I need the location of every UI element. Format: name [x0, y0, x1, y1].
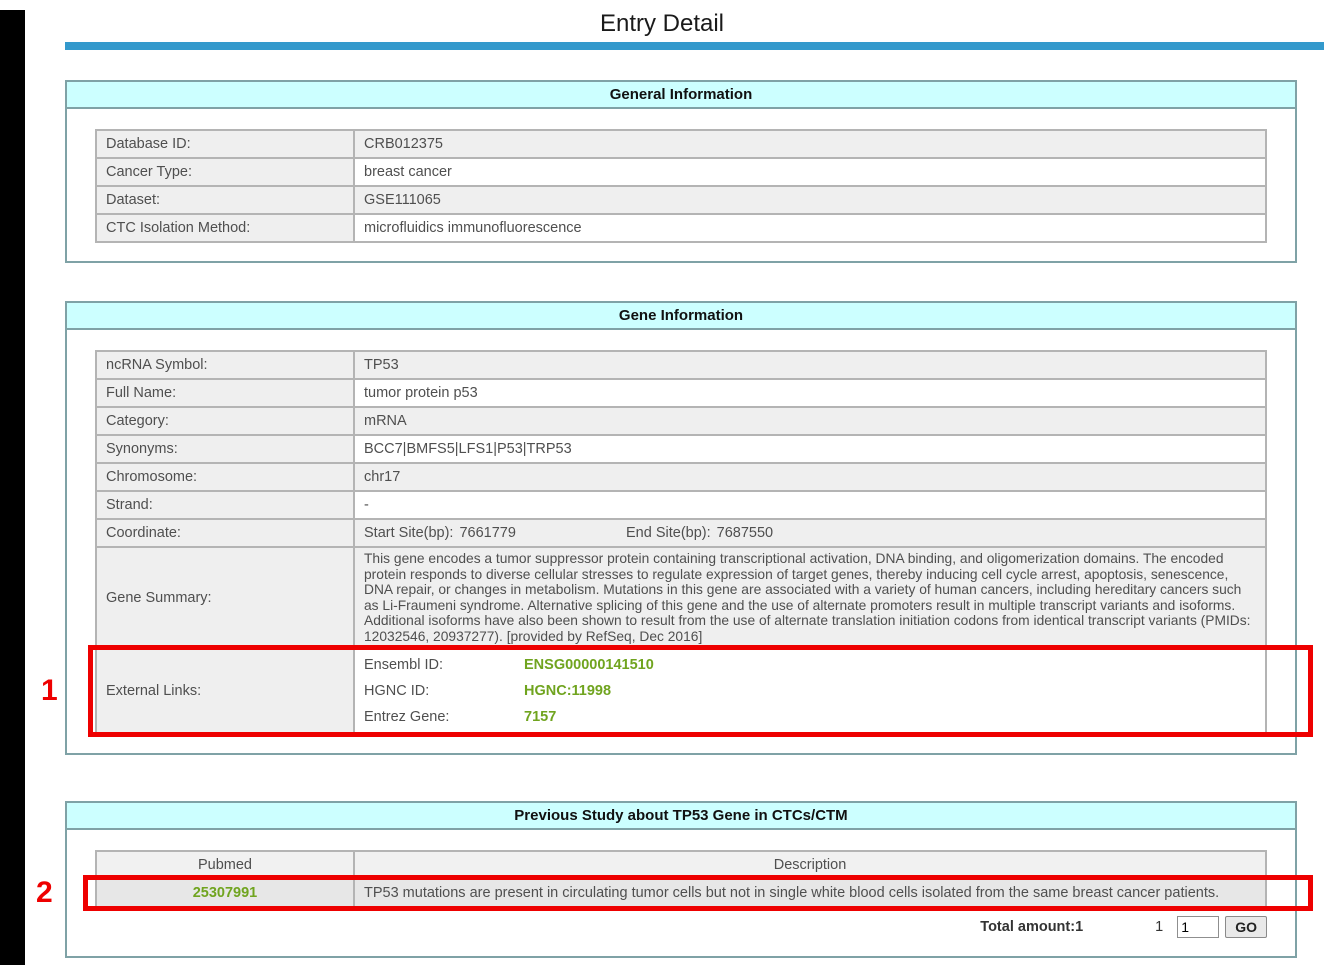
ensembl-id-label: Ensembl ID:	[364, 657, 443, 673]
external-links-row	[96, 648, 1266, 734]
table-row	[96, 463, 1266, 491]
main-content	[36, 80, 1297, 958]
row-label: Cancer Type:	[96, 158, 354, 186]
row-value: -	[354, 491, 1266, 519]
row-value: GSE111065	[354, 186, 1266, 214]
row-label: CTC Isolation Method:	[96, 214, 354, 242]
row-label: Category:	[96, 407, 354, 435]
study-data-row	[96, 879, 1266, 907]
start-site-label: Start Site(bp):	[364, 525, 454, 541]
page-number[interactable]: 1	[1155, 919, 1164, 935]
gene-information-body	[41, 330, 1297, 755]
coordinate-value	[354, 519, 1266, 547]
entrez-gene-label: Entrez Gene:	[364, 709, 450, 725]
table-row	[96, 186, 1266, 214]
pagination-bar	[95, 916, 1267, 938]
left-edge-black-bar	[0, 10, 25, 965]
pubmed-cell	[96, 879, 354, 907]
hgnc-id-link[interactable]: HGNC:11998	[524, 683, 612, 699]
external-link-item	[364, 704, 1256, 730]
row-label: ncRNA Symbol:	[96, 351, 354, 379]
row-value: TP53	[354, 351, 1266, 379]
row-label: Chromosome:	[96, 463, 354, 491]
row-label: Gene Summary:	[96, 547, 354, 648]
hgnc-id-label: HGNC ID:	[364, 683, 430, 699]
previous-study-header: Previous Study about TP53 Gene in CTCs/CTM	[65, 801, 1297, 830]
table-row	[96, 407, 1266, 435]
previous-study-table	[36, 850, 1267, 909]
previous-study-body	[36, 830, 1297, 958]
row-label: Strand:	[96, 491, 354, 519]
page-title: Entry Detail	[599, 10, 725, 37]
external-link-item	[364, 678, 1256, 704]
table-row	[96, 158, 1266, 186]
coordinate-row	[96, 519, 1266, 547]
gene-information-table	[41, 350, 1267, 735]
pubmed-column-header: Pubmed	[96, 851, 354, 879]
ensembl-id-link[interactable]: ENSG00000141510	[524, 657, 654, 673]
description-column-header: Description	[354, 851, 1266, 879]
page-input[interactable]	[1177, 916, 1219, 938]
end-site-value: 7687550	[716, 525, 774, 541]
row-label: Synonyms:	[96, 435, 354, 463]
general-information-table	[95, 129, 1267, 243]
table-row	[96, 379, 1266, 407]
previous-study-section	[36, 801, 1297, 958]
gene-summary-text: This gene encodes a tumor suppressor protein containing transcriptional activation, DNA binding, and oligomerization domains. The encoded protein responds to diverse cellular stresses to regulate expression of target genes, thereby inducing cell cycle arrest, apoptosis, senescence, DNA repair, or changes in metabolism. Mutations in this gene are associated with a variety of human cancers, including hereditary cancers such as Li-Fraumeni syndrome. Alternative splicing of this gene and the use of alternate promoters result in multiple transcript variants and isoforms. Additional isoforms have also been shown to result from the use of alternate translation initiation codons from identical transcript variants (PMIDs: 12032546, 20937277). [provided by RefSeq, Dec 2016]	[354, 547, 1266, 648]
row-value: chr17	[354, 463, 1266, 491]
table-row	[96, 351, 1266, 379]
end-site-label: End Site(bp):	[626, 525, 711, 541]
coordinate-start	[364, 525, 626, 541]
row-label: Dataset:	[96, 186, 354, 214]
row-label: Coordinate:	[96, 519, 354, 547]
general-information-body	[65, 109, 1297, 263]
gene-information-header: Gene Information	[65, 301, 1297, 330]
go-button[interactable]: GO	[1225, 916, 1267, 938]
total-amount-label: Total amount:1	[980, 919, 1084, 935]
row-label: Database ID:	[96, 130, 354, 158]
title-divider-bar	[65, 42, 1324, 50]
row-value: tumor protein p53	[354, 379, 1266, 407]
general-information-section	[65, 80, 1297, 263]
row-label: Full Name:	[96, 379, 354, 407]
row-value: CRB012375	[354, 130, 1266, 158]
table-row	[96, 435, 1266, 463]
table-header-row	[96, 851, 1266, 879]
general-information-header: General Information	[65, 80, 1297, 109]
start-site-value: 7661779	[459, 525, 516, 541]
entrez-gene-link[interactable]: 7157	[524, 709, 557, 725]
pubmed-link[interactable]: 25307991	[192, 885, 258, 901]
annotation-number-1: 1	[41, 674, 58, 707]
table-row	[96, 491, 1266, 519]
gene-information-section	[41, 301, 1297, 755]
row-value: mRNA	[354, 407, 1266, 435]
row-value: BCC7|BMFS5|LFS1|P53|TRP53	[354, 435, 1266, 463]
gene-summary-row	[96, 547, 1266, 648]
row-value: microfluidics immunofluorescence	[354, 214, 1266, 242]
annotation-number-2: 2	[36, 876, 53, 909]
row-value: breast cancer	[354, 158, 1266, 186]
coordinate-end	[626, 525, 888, 541]
row-label: External Links:	[96, 648, 354, 734]
table-row	[96, 130, 1266, 158]
external-link-item	[364, 652, 1256, 678]
study-description: TP53 mutations are present in circulating tumor cells but not in single white blood cells isolated from the same breast cancer patients.	[364, 885, 1220, 901]
table-row	[96, 214, 1266, 242]
